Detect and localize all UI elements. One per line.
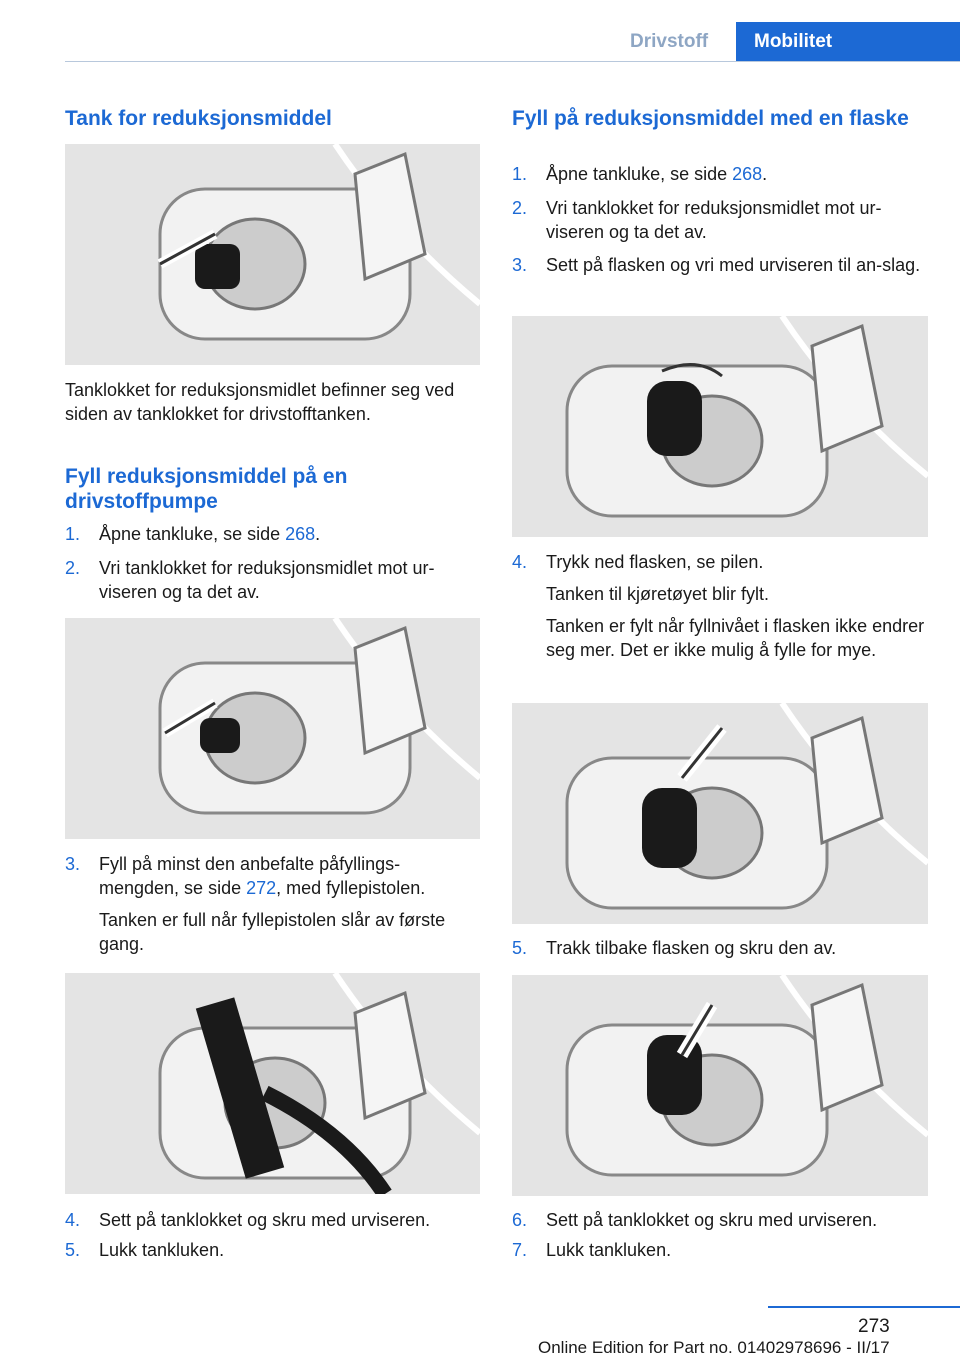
list-item: 1. Åpne tankluke, se side 268.	[512, 164, 768, 184]
image-bottle-attach	[512, 316, 928, 537]
image-bottle-press	[512, 703, 928, 924]
list-item: 2. Vri tanklokket for reduksjonsmidlet mot ur-viseren og ta det av.	[512, 198, 882, 242]
image-fuel-nozzle	[65, 973, 480, 1194]
tab-mobilitet[interactable]: Mobilitet	[736, 22, 960, 62]
image-bottle-remove	[512, 975, 928, 1196]
list-item: 1. Åpne tankluke, se side 268.	[65, 524, 321, 544]
header-rule	[65, 61, 960, 62]
list-item: 2. Vri tanklokket for reduksjonsmidlet mot ur-viseren og ta det av.	[65, 558, 435, 602]
list-item: 4. Sett på tanklokket og skru med urviseren.	[65, 1210, 431, 1230]
page-number: 273	[858, 1316, 890, 1337]
page-link-268[interactable]: 268	[285, 524, 316, 544]
list-item: 7. Lukk tankluken.	[512, 1240, 672, 1260]
image-reductant-cap	[65, 144, 480, 365]
list-item: 3. Sett på flasken og vri med urviseren til an-slag.	[512, 255, 921, 275]
list-item: 6. Sett på tanklokket og skru med urviseren.	[512, 1210, 878, 1230]
list-item: 3. Fyll på minst den anbefalte påfyllings-mengden, se side 272, med fyllepistolen. Tanken er full når fyllepistolen slår av første gang.	[65, 854, 446, 954]
edition-text: Online Edition for Part no. 01402978696 - II/17	[538, 1338, 890, 1357]
image-reductant-cap-open	[65, 618, 480, 839]
list-item: 5. Lukk tankluken.	[65, 1240, 225, 1260]
page-link-268[interactable]: 268	[732, 164, 763, 184]
section-heading-pump: Fyll reduksjonsmiddel på en drivstoffpumpe	[65, 465, 348, 513]
section-heading-tank: Tank for reduksjonsmiddel	[65, 107, 332, 130]
page-link-272[interactable]: 272	[246, 878, 277, 898]
section-heading-bottle: Fyll på reduksjonsmiddel med en flaske	[512, 107, 909, 130]
list-item: 5. Trakk tilbake flasken og skru den av.	[512, 938, 837, 958]
tab-drivstoff[interactable]: Drivstoff	[630, 31, 709, 52]
intro-text: Tanklokket for reduksjonsmidlet befinner seg ved siden av tanklokket for drivstofftanken.	[65, 380, 455, 424]
list-item: 4. Trykk ned flasken, se pilen. Tanken til kjøretøyet blir fylt. Tanken er fylt når fyllnivået i flasken ikke endrer seg mer. Det er ikke mulig å fylle for mye.	[512, 552, 925, 660]
footer-rule	[768, 1306, 960, 1308]
